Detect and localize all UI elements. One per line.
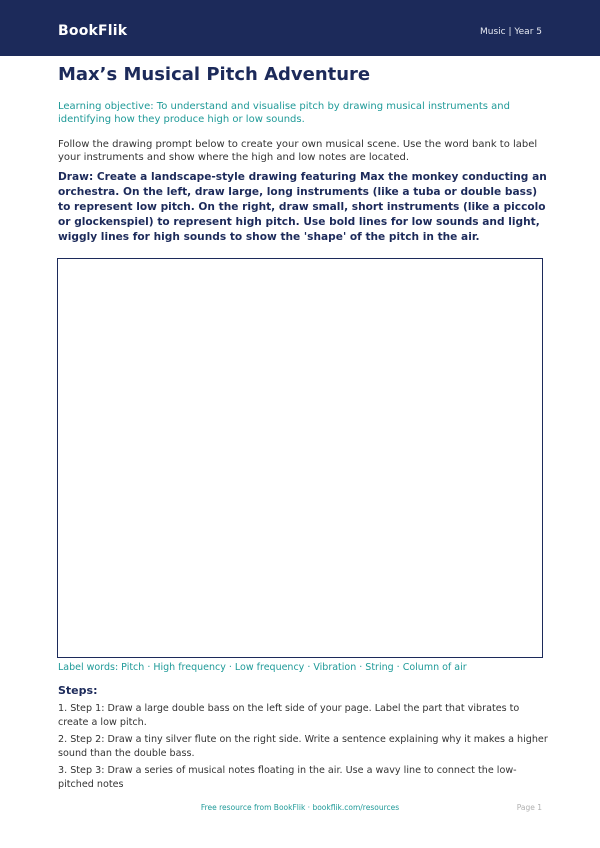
- drawing-prompt: Draw: Create a landscape-style drawing featuring Max the monkey conducting an orchestra. On the left, draw large, long instruments (like a tuba or double bass) to represent low pitch. On the right, draw small, short instruments (like a piccolo or glockenspiel) to represent high pitch. Use bold lines for low sounds and light, wiggly lines for high sounds to show the 'shape' of the pitch in the air.: [58, 171, 547, 243]
- word-bank: Label words: Pitch · High frequency · Low frequency · Vibration · String · Column of air: [58, 662, 467, 673]
- step-item: 2. Step 2: Draw a tiny silver flute on the right side. Write a sentence explaining why it makes a higher sound than the double bass.: [58, 734, 548, 759]
- step-item: 1. Step 1: Draw a large double bass on the left side of your page. Label the part that vibrates to create a low pitch.: [58, 703, 520, 728]
- page-number: Page 1: [516, 803, 542, 812]
- instructions-text: Follow the drawing prompt below to create your own musical scene. Use the word bank to label your instruments and show where the high and low notes are located.: [58, 139, 538, 163]
- steps-list: [58, 702, 548, 795]
- subject-year-label: Music | Year 5: [479, 27, 542, 37]
- steps-heading: Steps:: [58, 684, 98, 697]
- step-item: 3. Step 3: Draw a series of musical notes floating in the air. Use a wavy line to connect the low-pitched notes: [58, 765, 517, 790]
- drawing-area[interactable]: [57, 258, 543, 658]
- learning-objective: Learning objective: To understand and visualise pitch by drawing musical instruments and identifying how they produce high or low sounds.: [58, 101, 510, 125]
- footer-source-link[interactable]: Free resource from BookFlik · bookflik.com/resources: [200, 803, 400, 812]
- brand-logo-text: BookFlik: [58, 23, 128, 39]
- page-header: [0, 0, 600, 56]
- worksheet-title: Max’s Musical Pitch Adventure: [58, 64, 371, 85]
